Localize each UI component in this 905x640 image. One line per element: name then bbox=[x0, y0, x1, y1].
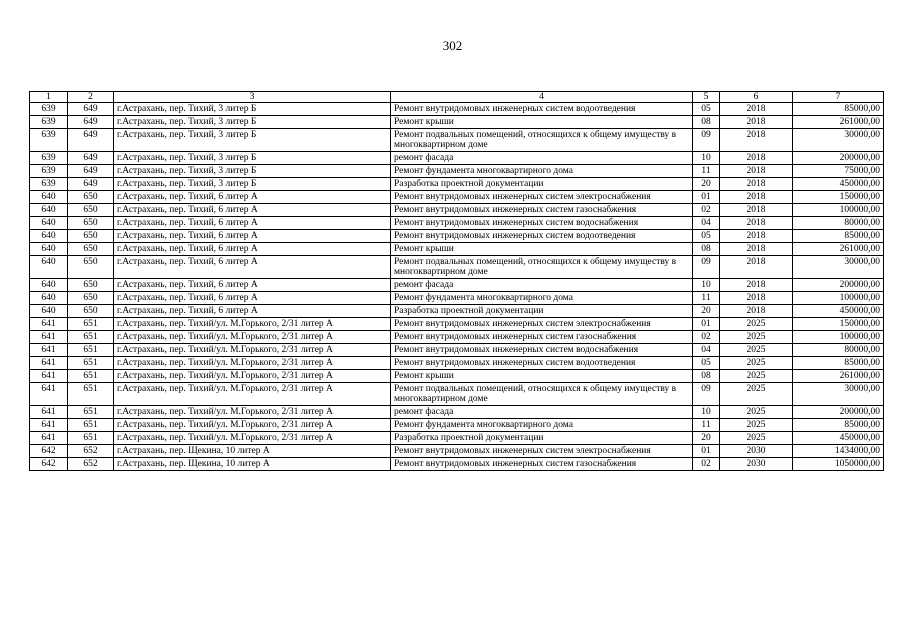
table-row bbox=[30, 318, 884, 331]
cost-cell: 261000,00 bbox=[793, 116, 884, 129]
year-cell: 2018 bbox=[720, 279, 793, 292]
address-cell: г.Астрахань, пер. Тихий, 3 литер Б bbox=[114, 103, 391, 116]
work-type-cell: Ремонт внутридомовых инженерных систем водоснабжения bbox=[391, 217, 693, 230]
cost-cell: 150000,00 bbox=[793, 318, 884, 331]
object-number-cell: 651 bbox=[68, 383, 114, 406]
address-cell: г.Астрахань, пер. Тихий, 6 литер А bbox=[114, 256, 391, 279]
work-code-cell: 20 bbox=[693, 305, 720, 318]
work-code-cell: 05 bbox=[693, 357, 720, 370]
cost-cell: 261000,00 bbox=[793, 370, 884, 383]
row-number-cell: 641 bbox=[30, 419, 68, 432]
work-code-cell: 11 bbox=[693, 165, 720, 178]
year-cell: 2030 bbox=[720, 445, 793, 458]
address-cell: г.Астрахань, пер. Тихий/ул. М.Горького, 2/31 литер А bbox=[114, 406, 391, 419]
table-row bbox=[30, 129, 884, 152]
object-number-cell: 650 bbox=[68, 305, 114, 318]
year-cell: 2018 bbox=[720, 256, 793, 279]
work-type-cell: Ремонт внутридомовых инженерных систем электроснабжения bbox=[391, 318, 693, 331]
cost-cell: 200000,00 bbox=[793, 152, 884, 165]
year-cell: 2018 bbox=[720, 129, 793, 152]
address-cell: г.Астрахань, пер. Тихий, 6 литер А bbox=[114, 204, 391, 217]
work-type-cell: ремонт фасада bbox=[391, 152, 693, 165]
row-number-cell: 641 bbox=[30, 432, 68, 445]
row-number-cell: 641 bbox=[30, 383, 68, 406]
work-code-cell: 11 bbox=[693, 292, 720, 305]
row-number-cell: 640 bbox=[30, 292, 68, 305]
object-number-cell: 650 bbox=[68, 191, 114, 204]
row-number-cell: 640 bbox=[30, 243, 68, 256]
work-type-cell: Ремонт крыши bbox=[391, 243, 693, 256]
cost-cell: 85000,00 bbox=[793, 103, 884, 116]
column-header: 3 bbox=[114, 92, 391, 103]
row-number-cell: 641 bbox=[30, 331, 68, 344]
object-number-cell: 650 bbox=[68, 256, 114, 279]
cost-cell: 261000,00 bbox=[793, 243, 884, 256]
year-cell: 2025 bbox=[720, 344, 793, 357]
column-header: 1 bbox=[30, 92, 68, 103]
table-row bbox=[30, 103, 884, 116]
work-type-cell: ремонт фасада bbox=[391, 279, 693, 292]
table-header-row bbox=[30, 92, 884, 103]
row-number-cell: 640 bbox=[30, 256, 68, 279]
cost-cell: 1050000,00 bbox=[793, 458, 884, 471]
cost-cell: 100000,00 bbox=[793, 204, 884, 217]
cost-cell: 80000,00 bbox=[793, 217, 884, 230]
work-type-cell: Ремонт внутридомовых инженерных систем водоотведения bbox=[391, 357, 693, 370]
work-type-cell: Разработка проектной документации bbox=[391, 432, 693, 445]
work-code-cell: 11 bbox=[693, 419, 720, 432]
row-number-cell: 639 bbox=[30, 103, 68, 116]
cost-cell: 75000,00 bbox=[793, 165, 884, 178]
column-header: 6 bbox=[720, 92, 793, 103]
row-number-cell: 639 bbox=[30, 165, 68, 178]
year-cell: 2018 bbox=[720, 103, 793, 116]
table-row bbox=[30, 445, 884, 458]
object-number-cell: 651 bbox=[68, 370, 114, 383]
row-number-cell: 639 bbox=[30, 116, 68, 129]
year-cell: 2025 bbox=[720, 432, 793, 445]
work-type-cell: Ремонт фундамента многоквартирного дома bbox=[391, 419, 693, 432]
work-code-cell: 20 bbox=[693, 178, 720, 191]
year-cell: 2030 bbox=[720, 458, 793, 471]
row-number-cell: 640 bbox=[30, 191, 68, 204]
address-cell: г.Астрахань, пер. Тихий, 3 литер Б bbox=[114, 178, 391, 191]
address-cell: г.Астрахань, пер. Тихий, 3 литер Б bbox=[114, 116, 391, 129]
row-number-cell: 639 bbox=[30, 178, 68, 191]
table-row bbox=[30, 406, 884, 419]
year-cell: 2018 bbox=[720, 305, 793, 318]
object-number-cell: 651 bbox=[68, 432, 114, 445]
address-cell: г.Астрахань, пер. Тихий/ул. М.Горького, 2/31 литер А bbox=[114, 419, 391, 432]
work-code-cell: 01 bbox=[693, 445, 720, 458]
object-number-cell: 652 bbox=[68, 445, 114, 458]
row-number-cell: 641 bbox=[30, 406, 68, 419]
column-header: 5 bbox=[693, 92, 720, 103]
work-type-cell: Ремонт фундамента многоквартирного дома bbox=[391, 165, 693, 178]
address-cell: г.Астрахань, пер. Тихий/ул. М.Горького, 2/31 литер А bbox=[114, 344, 391, 357]
work-code-cell: 09 bbox=[693, 129, 720, 152]
work-type-cell: Ремонт фундамента многоквартирного дома bbox=[391, 292, 693, 305]
table-row bbox=[30, 191, 884, 204]
object-number-cell: 650 bbox=[68, 217, 114, 230]
work-type-cell: Ремонт внутридомовых инженерных систем электроснабжения bbox=[391, 445, 693, 458]
address-cell: г.Астрахань, пер. Тихий, 6 литер А bbox=[114, 217, 391, 230]
row-number-cell: 641 bbox=[30, 344, 68, 357]
column-header: 7 bbox=[793, 92, 884, 103]
object-number-cell: 649 bbox=[68, 165, 114, 178]
year-cell: 2018 bbox=[720, 217, 793, 230]
object-number-cell: 651 bbox=[68, 318, 114, 331]
year-cell: 2018 bbox=[720, 243, 793, 256]
object-number-cell: 651 bbox=[68, 419, 114, 432]
address-cell: г.Астрахань, пер. Тихий, 6 литер А bbox=[114, 279, 391, 292]
cost-cell: 150000,00 bbox=[793, 191, 884, 204]
address-cell: г.Астрахань, пер. Щекина, 10 литер А bbox=[114, 445, 391, 458]
year-cell: 2018 bbox=[720, 178, 793, 191]
table-row bbox=[30, 370, 884, 383]
cost-cell: 80000,00 bbox=[793, 344, 884, 357]
work-code-cell: 10 bbox=[693, 152, 720, 165]
table-row bbox=[30, 217, 884, 230]
cost-cell: 100000,00 bbox=[793, 292, 884, 305]
address-cell: г.Астрахань, пер. Тихий, 6 литер А bbox=[114, 191, 391, 204]
cost-cell: 450000,00 bbox=[793, 178, 884, 191]
row-number-cell: 640 bbox=[30, 204, 68, 217]
object-number-cell: 650 bbox=[68, 230, 114, 243]
object-number-cell: 652 bbox=[68, 458, 114, 471]
object-number-cell: 651 bbox=[68, 357, 114, 370]
cost-cell: 450000,00 bbox=[793, 305, 884, 318]
cost-cell: 30000,00 bbox=[793, 129, 884, 152]
cost-cell: 85000,00 bbox=[793, 419, 884, 432]
address-cell: г.Астрахань, пер. Щекина, 10 литер А bbox=[114, 458, 391, 471]
object-number-cell: 649 bbox=[68, 152, 114, 165]
table-row bbox=[30, 357, 884, 370]
work-type-cell: Разработка проектной документации bbox=[391, 178, 693, 191]
work-type-cell: Ремонт внутридомовых инженерных систем водоснабжения bbox=[391, 344, 693, 357]
table-row bbox=[30, 279, 884, 292]
row-number-cell: 639 bbox=[30, 152, 68, 165]
row-number-cell: 640 bbox=[30, 217, 68, 230]
row-number-cell: 642 bbox=[30, 445, 68, 458]
work-type-cell: Ремонт крыши bbox=[391, 116, 693, 129]
row-number-cell: 641 bbox=[30, 357, 68, 370]
address-cell: г.Астрахань, пер. Тихий, 3 литер Б bbox=[114, 152, 391, 165]
cost-cell: 85000,00 bbox=[793, 230, 884, 243]
table-body bbox=[30, 103, 884, 471]
address-cell: г.Астрахань, пер. Тихий/ул. М.Горького, 2/31 литер А bbox=[114, 357, 391, 370]
cost-cell: 450000,00 bbox=[793, 432, 884, 445]
object-number-cell: 650 bbox=[68, 243, 114, 256]
cost-cell: 200000,00 bbox=[793, 279, 884, 292]
table-row bbox=[30, 256, 884, 279]
column-header: 2 bbox=[68, 92, 114, 103]
work-code-cell: 02 bbox=[693, 458, 720, 471]
row-number-cell: 642 bbox=[30, 458, 68, 471]
row-number-cell: 640 bbox=[30, 230, 68, 243]
address-cell: г.Астрахань, пер. Тихий/ул. М.Горького, 2/31 литер А bbox=[114, 318, 391, 331]
cost-cell: 30000,00 bbox=[793, 383, 884, 406]
cost-cell: 85000,00 bbox=[793, 357, 884, 370]
year-cell: 2025 bbox=[720, 370, 793, 383]
work-type-cell: Ремонт внутридомовых инженерных систем электроснабжения bbox=[391, 191, 693, 204]
year-cell: 2018 bbox=[720, 116, 793, 129]
work-type-cell: Ремонт подвальных помещений, относящихся к общему имуществу в многоквартирном доме bbox=[391, 256, 693, 279]
object-number-cell: 649 bbox=[68, 103, 114, 116]
work-type-cell: ремонт фасада bbox=[391, 406, 693, 419]
address-cell: г.Астрахань, пер. Тихий, 3 литер Б bbox=[114, 165, 391, 178]
year-cell: 2025 bbox=[720, 318, 793, 331]
work-type-cell: Ремонт внутридомовых инженерных систем газоснабжения bbox=[391, 331, 693, 344]
year-cell: 2018 bbox=[720, 191, 793, 204]
repair-schedule-table bbox=[29, 91, 884, 471]
work-code-cell: 02 bbox=[693, 331, 720, 344]
column-header: 4 bbox=[391, 92, 693, 103]
row-number-cell: 640 bbox=[30, 279, 68, 292]
year-cell: 2025 bbox=[720, 331, 793, 344]
table-row bbox=[30, 458, 884, 471]
work-code-cell: 05 bbox=[693, 103, 720, 116]
work-code-cell: 10 bbox=[693, 279, 720, 292]
page-number: 302 bbox=[442, 38, 463, 53]
work-type-cell: Ремонт крыши bbox=[391, 370, 693, 383]
row-number-cell: 639 bbox=[30, 129, 68, 152]
table-row bbox=[30, 292, 884, 305]
cost-cell: 200000,00 bbox=[793, 406, 884, 419]
work-code-cell: 01 bbox=[693, 191, 720, 204]
table-row bbox=[30, 152, 884, 165]
work-code-cell: 08 bbox=[693, 116, 720, 129]
work-code-cell: 08 bbox=[693, 370, 720, 383]
work-type-cell: Разработка проектной документации bbox=[391, 305, 693, 318]
table-row bbox=[30, 432, 884, 445]
address-cell: г.Астрахань, пер. Тихий, 6 литер А bbox=[114, 292, 391, 305]
work-type-cell: Ремонт внутридомовых инженерных систем газоснабжения bbox=[391, 458, 693, 471]
work-code-cell: 01 bbox=[693, 318, 720, 331]
work-code-cell: 04 bbox=[693, 344, 720, 357]
cost-cell: 30000,00 bbox=[793, 256, 884, 279]
work-type-cell: Ремонт подвальных помещений, относящихся к общему имуществу в многоквартирном доме bbox=[391, 129, 693, 152]
cost-cell: 1434000,00 bbox=[793, 445, 884, 458]
table-row bbox=[30, 331, 884, 344]
table-row bbox=[30, 344, 884, 357]
work-type-cell: Ремонт внутридомовых инженерных систем водоотведения bbox=[391, 103, 693, 116]
address-cell: г.Астрахань, пер. Тихий/ул. М.Горького, 2/31 литер А bbox=[114, 432, 391, 445]
address-cell: г.Астрахань, пер. Тихий/ул. М.Горького, 2/31 литер А bbox=[114, 370, 391, 383]
year-cell: 2025 bbox=[720, 357, 793, 370]
object-number-cell: 650 bbox=[68, 292, 114, 305]
object-number-cell: 651 bbox=[68, 331, 114, 344]
year-cell: 2025 bbox=[720, 383, 793, 406]
work-code-cell: 02 bbox=[693, 204, 720, 217]
year-cell: 2018 bbox=[720, 204, 793, 217]
year-cell: 2018 bbox=[720, 292, 793, 305]
address-cell: г.Астрахань, пер. Тихий, 3 литер Б bbox=[114, 129, 391, 152]
address-cell: г.Астрахань, пер. Тихий, 6 литер А bbox=[114, 230, 391, 243]
object-number-cell: 650 bbox=[68, 279, 114, 292]
address-cell: г.Астрахань, пер. Тихий, 6 литер А bbox=[114, 243, 391, 256]
work-code-cell: 10 bbox=[693, 406, 720, 419]
address-cell: г.Астрахань, пер. Тихий/ул. М.Горького, 2/31 литер А bbox=[114, 331, 391, 344]
table-row bbox=[30, 165, 884, 178]
year-cell: 2018 bbox=[720, 152, 793, 165]
work-type-cell: Ремонт внутридомовых инженерных систем водоотведения bbox=[391, 230, 693, 243]
year-cell: 2025 bbox=[720, 406, 793, 419]
table-row bbox=[30, 305, 884, 318]
year-cell: 2018 bbox=[720, 165, 793, 178]
table-row bbox=[30, 230, 884, 243]
work-type-cell: Ремонт подвальных помещений, относящихся к общему имуществу в многоквартирном доме bbox=[391, 383, 693, 406]
table-row bbox=[30, 204, 884, 217]
row-number-cell: 641 bbox=[30, 370, 68, 383]
table-row bbox=[30, 383, 884, 406]
year-cell: 2018 bbox=[720, 230, 793, 243]
object-number-cell: 651 bbox=[68, 344, 114, 357]
work-code-cell: 09 bbox=[693, 383, 720, 406]
table-row bbox=[30, 178, 884, 191]
work-code-cell: 20 bbox=[693, 432, 720, 445]
table-row bbox=[30, 419, 884, 432]
row-number-cell: 641 bbox=[30, 318, 68, 331]
table-row bbox=[30, 116, 884, 129]
work-code-cell: 08 bbox=[693, 243, 720, 256]
object-number-cell: 649 bbox=[68, 178, 114, 191]
address-cell: г.Астрахань, пер. Тихий, 6 литер А bbox=[114, 305, 391, 318]
row-number-cell: 640 bbox=[30, 305, 68, 318]
object-number-cell: 651 bbox=[68, 406, 114, 419]
work-type-cell: Ремонт внутридомовых инженерных систем газоснабжения bbox=[391, 204, 693, 217]
object-number-cell: 650 bbox=[68, 204, 114, 217]
work-code-cell: 04 bbox=[693, 217, 720, 230]
work-code-cell: 09 bbox=[693, 256, 720, 279]
work-code-cell: 05 bbox=[693, 230, 720, 243]
object-number-cell: 649 bbox=[68, 116, 114, 129]
cost-cell: 100000,00 bbox=[793, 331, 884, 344]
object-number-cell: 649 bbox=[68, 129, 114, 152]
year-cell: 2025 bbox=[720, 419, 793, 432]
table-row bbox=[30, 243, 884, 256]
address-cell: г.Астрахань, пер. Тихий/ул. М.Горького, 2/31 литер А bbox=[114, 383, 391, 406]
